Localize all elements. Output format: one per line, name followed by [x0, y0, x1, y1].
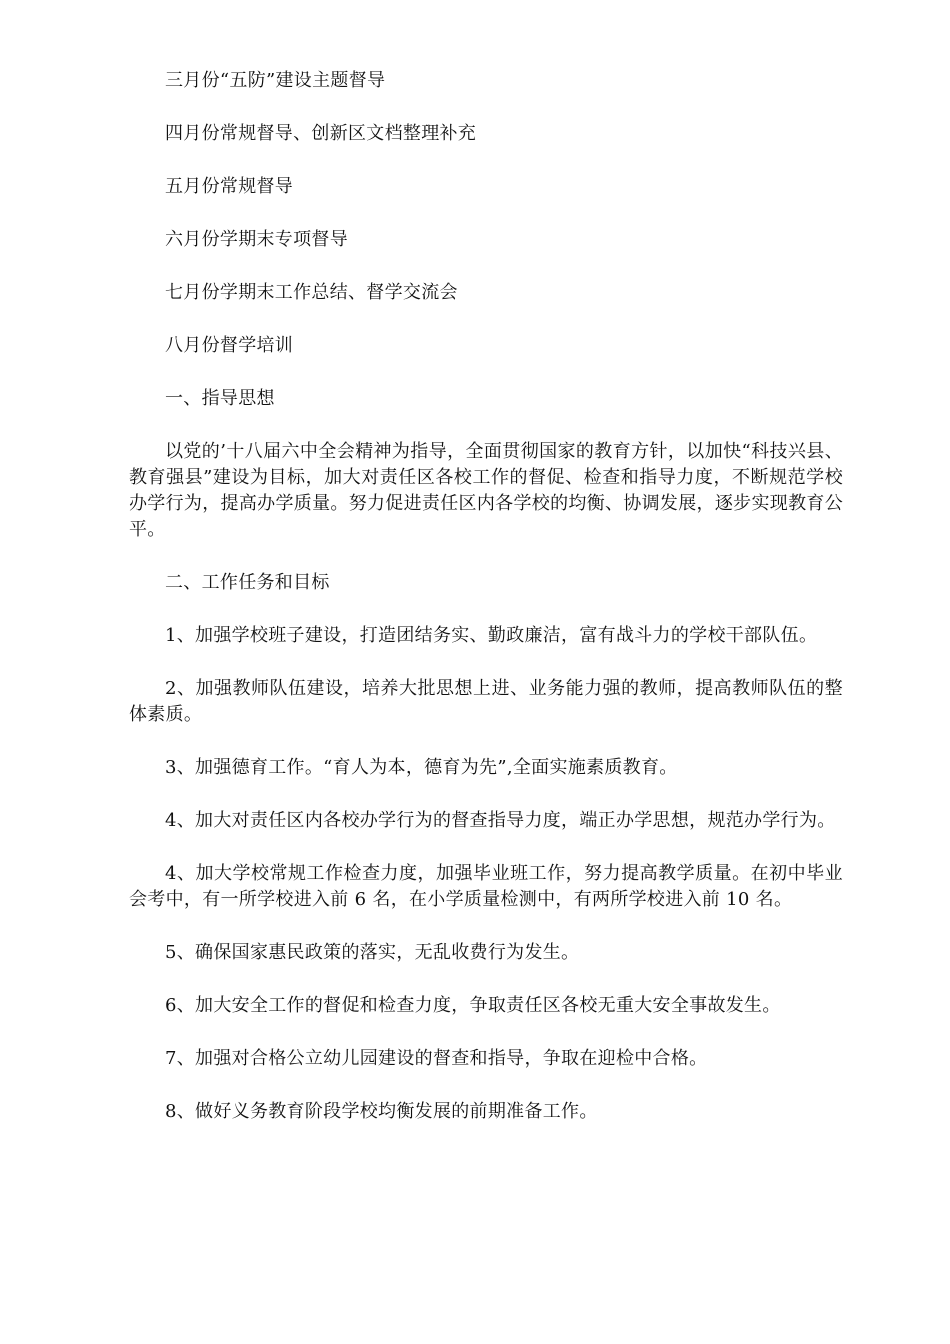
schedule-june: 六月份学期末专项督导: [165, 229, 348, 250]
section-heading-guiding-ideology: 一、指导思想: [165, 388, 275, 409]
task-item-5: 5、确保国家惠民政策的落实，无乱收费行为发生。: [165, 942, 580, 963]
task-item-6: 6、加大安全工作的督促和检查力度，争取责任区各校无重大安全事故发生。: [165, 995, 781, 1016]
task-item-3: 3、加强德育工作。“育人为本，德育为先”,全面实施素质教育。: [165, 757, 678, 778]
schedule-august: 八月份督学培训: [165, 335, 294, 356]
schedule-may: 五月份常规督导: [165, 176, 294, 197]
task-item-4a: 4、加大对责任区内各校办学行为的督查指导力度，端正办学思想，规范办学行为。: [165, 810, 836, 831]
schedule-march: 三月份“五防”建设主题督导: [165, 70, 386, 91]
task-item-4b: 4、加大学校常规工作检查力度，加强毕业班工作，努力提高教学质量。在初中毕业会考中，有一所学校进入前 6 名，在小学质量检测中，有两所学校进入前 10 名。: [129, 863, 843, 910]
task-item-2: 2、加强教师队伍建设，培养大批思想上进、业务能力强的教师，提高教师队伍的整体素质。: [129, 678, 843, 725]
task-item-8: 8、做好义务教育阶段学校均衡发展的前期准备工作。: [165, 1101, 598, 1122]
paragraph-guiding-ideology: 以党的’十八届六中全会精神为指导，全面贯彻国家的教育方针，以加快“科技兴县、教育强县”建设为目标，加大对责任区各校工作的督促、检查和指导力度，不断规范学校办学行为，提高办学质量。努力促进责任区内各学校的均衡、协调发展，逐步实现教育公平。: [129, 441, 843, 540]
schedule-july: 七月份学期末工作总结、督学交流会: [165, 282, 458, 303]
section-heading-tasks-goals: 二、工作任务和目标: [165, 572, 330, 593]
task-item-7: 7、加强对合格公立幼儿园建设的督查和指导，争取在迎检中合格。: [165, 1048, 708, 1069]
document-body: [129, 68, 843, 1152]
schedule-april: 四月份常规督导、创新区文档整理补充: [165, 123, 477, 144]
task-item-1: 1、加强学校班子建设，打造团结务实、勤政廉洁，富有战斗力的学校干部队伍。: [165, 625, 818, 646]
